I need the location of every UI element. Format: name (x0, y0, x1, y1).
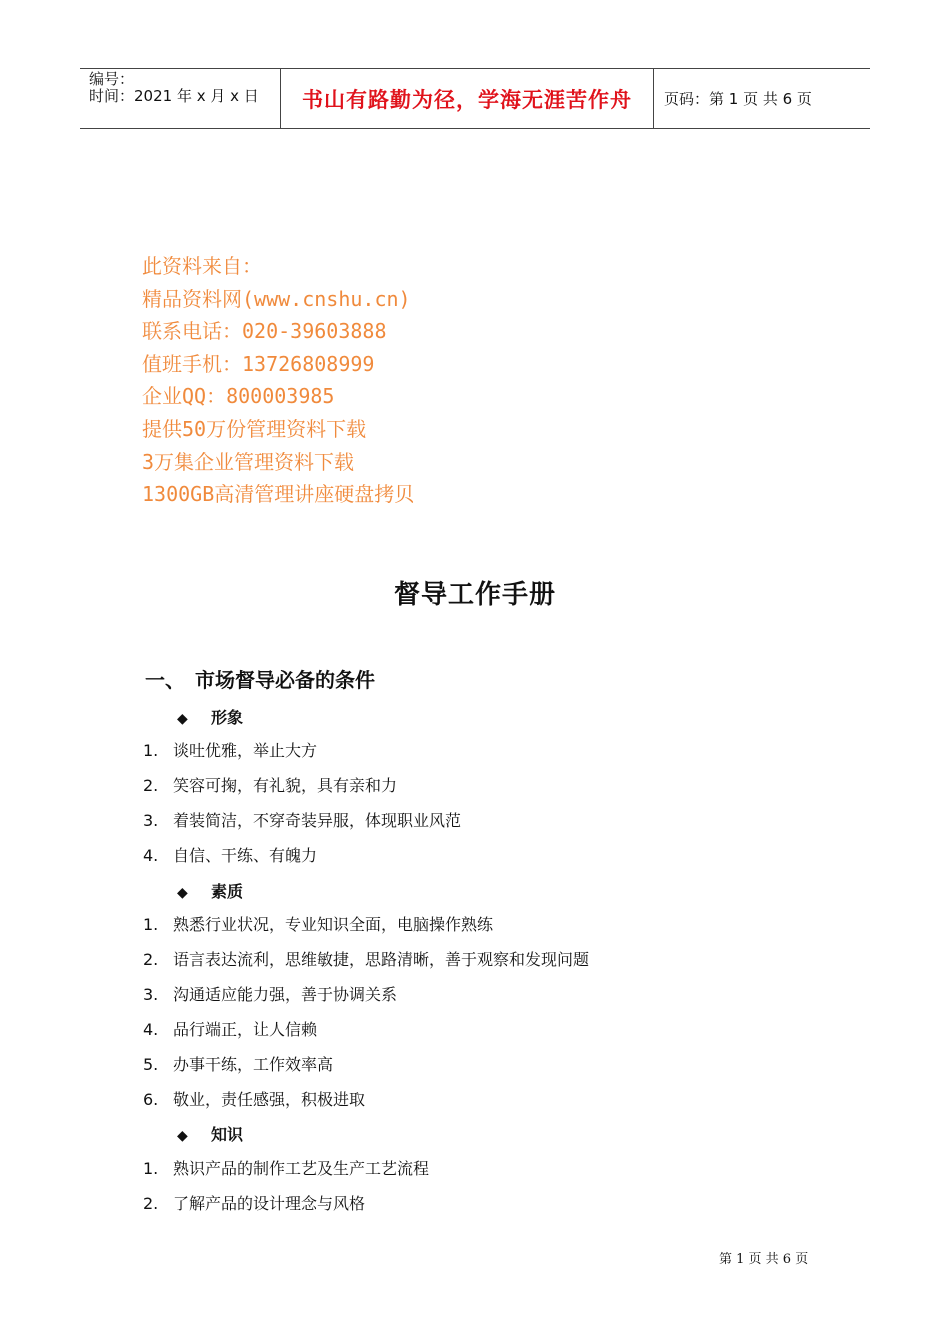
list-item-text: 敬业，责任感强，积极进取 (173, 1090, 366, 1109)
list-item (143, 1156, 429, 1179)
list-item (143, 843, 317, 866)
promo-block (142, 250, 414, 511)
subsection-heading (177, 879, 243, 902)
header-page-info: 页码：第 1 页 共 6 页 (664, 90, 812, 108)
page-footer: 第 1 页 共 6 页 (719, 1252, 809, 1267)
diamond-bullet-icon: ◆ (177, 711, 188, 727)
list-item (143, 1017, 317, 1040)
list-item (143, 1087, 365, 1110)
promo-line: 联系电话：020-39603888 (142, 319, 387, 344)
subsection-title: 形象 (211, 708, 244, 727)
list-item (143, 982, 397, 1005)
list-item-text: 谈吐优雅，举止大方 (173, 741, 318, 760)
list-item-number: 1. (143, 1159, 159, 1178)
promo-line: 此资料来自： (142, 254, 262, 278)
list-item-text: 办事干练，工作效率高 (173, 1055, 334, 1074)
document-title: 督导工作手册 (393, 580, 556, 610)
page-header (80, 68, 870, 129)
section-title: 市场督导必备的条件 (195, 668, 375, 692)
list-item-number: 4. (143, 846, 159, 865)
date-line: 时间：2021 年 x 月 x 日 (89, 87, 259, 105)
diamond-bullet-icon: ◆ (177, 885, 188, 901)
subsection-heading (177, 705, 243, 728)
promo-line: 1300GB高清管理讲座硬盘拷贝 (142, 482, 415, 507)
list-item-text: 笑容可掬，有礼貌，具有亲和力 (173, 776, 398, 795)
list-item (143, 773, 397, 796)
list-item (143, 808, 461, 831)
subsection-title: 素质 (211, 882, 244, 901)
list-item-text: 语言表达流利，思维敏捷，思路清晰，善于观察和发现问题 (173, 950, 590, 969)
list-item (143, 912, 493, 935)
list-item-number: 4. (143, 1020, 159, 1039)
list-item-number: 2. (143, 776, 159, 795)
list-item-number: 3. (143, 985, 159, 1004)
list-item (143, 947, 589, 970)
list-item-text: 了解产品的设计理念与风格 (173, 1194, 366, 1213)
section-heading (145, 664, 375, 693)
list-item-text: 着装简洁，不穿奇装异服，体现职业风范 (173, 811, 462, 830)
section-number: 一、 (145, 668, 185, 692)
list-item (143, 1191, 365, 1214)
promo-line: 值班手机：13726808999 (142, 351, 375, 376)
list-item (143, 738, 317, 761)
promo-line: 3万集企业管理资料下载 (142, 449, 355, 474)
subsection-heading (177, 1122, 243, 1145)
promo-line: 精品资料网(www.cnshu.cn) (142, 286, 411, 311)
list-item-number: 1. (143, 915, 159, 934)
header-meta-cell (80, 69, 281, 128)
promo-line: 提供50万份管理资料下载 (142, 416, 367, 441)
header-motto: 书山有路勤为径，学海无涯苦作舟 (281, 69, 654, 128)
list-item-number: 3. (143, 811, 159, 830)
promo-line: 企业QQ：800003985 (142, 384, 335, 409)
list-item-number: 5. (143, 1055, 159, 1074)
list-item-text: 自信、干练、有魄力 (173, 846, 318, 865)
list-item-text: 品行端正，让人信赖 (173, 1020, 318, 1039)
list-item (143, 1052, 333, 1075)
list-item-number: 6. (143, 1090, 159, 1109)
list-item-number: 2. (143, 1194, 159, 1213)
list-item-text: 熟识产品的制作工艺及生产工艺流程 (173, 1159, 430, 1178)
list-item-number: 1. (143, 741, 159, 760)
list-item-number: 2. (143, 950, 159, 969)
list-item-text: 熟悉行业状况，专业知识全面，电脑操作熟练 (173, 915, 494, 934)
subsection-title: 知识 (211, 1125, 244, 1144)
diamond-bullet-icon: ◆ (177, 1128, 188, 1144)
code-label: 编号： (89, 70, 135, 88)
list-item-text: 沟通适应能力强，善于协调关系 (173, 985, 398, 1004)
